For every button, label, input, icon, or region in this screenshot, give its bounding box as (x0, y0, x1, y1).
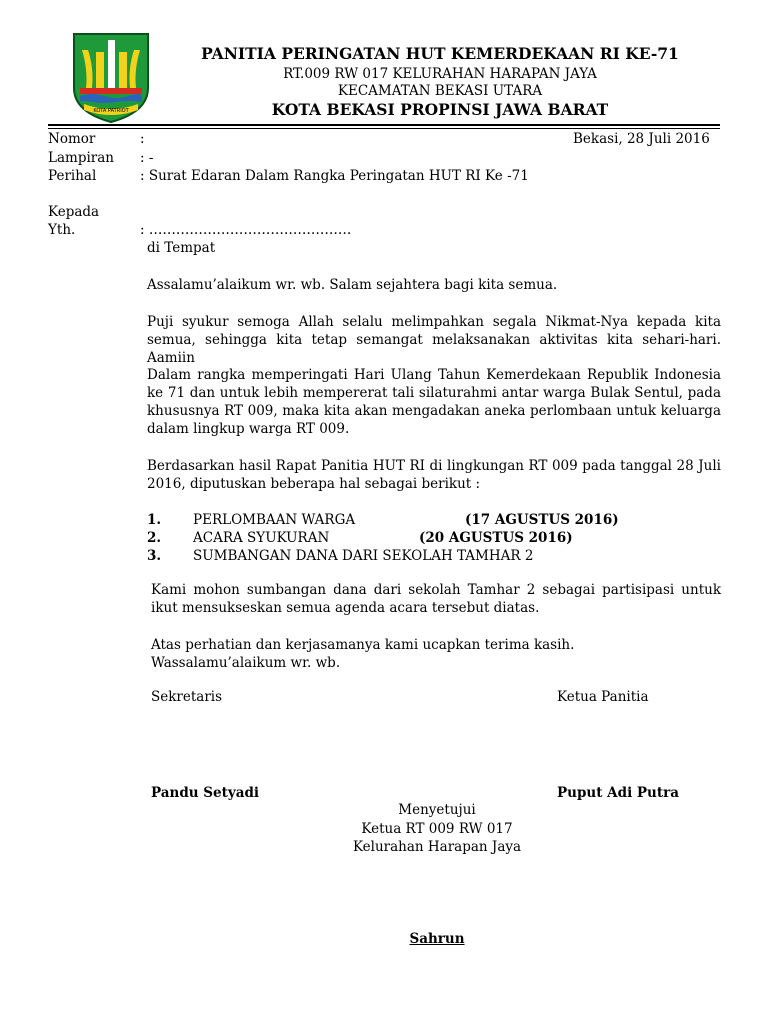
list-item-text: PERLOMBAAN WARGA (193, 512, 356, 528)
approval-label: Menyetujui (398, 802, 476, 818)
lampiran-value: : - (140, 150, 154, 166)
list-item-number: 2. (147, 530, 162, 546)
secretary-name: Pandu Setyadi (151, 785, 260, 801)
chairman-name: Puput Adi Putra (557, 785, 679, 801)
list-item-text: ACARA SYUKURAN (193, 530, 330, 546)
paragraph-3: Berdasarkan hasil Rapat Panitia HUT RI di lingkungan RT 009 pada tanggal 28 Juli 2016, diputuskan beberapa hal sebagai berikut : (147, 458, 721, 492)
approval-kelurahan: Kelurahan Harapan Jaya (352, 839, 522, 855)
approver-name: Sahrun (409, 931, 465, 947)
list-item-number: 1. (147, 512, 162, 528)
perihal-label: Perihal (48, 168, 97, 184)
header-district: KECAMATAN BEKASI UTARA (337, 83, 543, 99)
paragraph-1: Puji syukur semoga Allah selalu melimpahkan segala Nikmat-Nya kepada kita semua, sehingga kita tetap semangat melaksanakan aktivitas kita sehari-hari. Aamiin (147, 314, 721, 366)
list-item-date: (17 AGUSTUS 2016) (465, 512, 619, 528)
paragraph-4: Kami mohon sumbangan dana dari sekolah Tamhar 2 sebagai partisipasi untuk ikut mensukseskan semua agenda acara tersebut diatas. (151, 582, 721, 616)
kepada-label: Kepada (48, 204, 100, 220)
approval-position: Ketua RT 009 RW 017 (361, 821, 513, 837)
chairman-title: Ketua Panitia (557, 689, 649, 705)
yth-value: : ……………………………………… (140, 222, 352, 238)
di-tempat: di Tempat (147, 240, 216, 256)
list-item-date: (20 AGUSTUS 2016) (419, 530, 573, 546)
header-org-title: PANITIA PERINGATAN HUT KEMERDEKAAN RI KE-71 (201, 44, 679, 63)
list-item-text: SUMBANGAN DANA DARI SEKOLAH TAMHAR 2 (193, 548, 534, 564)
lampiran-label: Lampiran (48, 150, 114, 166)
nomor-label: Nomor (48, 131, 96, 147)
list-item-number: 3. (147, 548, 162, 564)
svg-text:KOTA PATRIOT: KOTA PATRIOT (93, 108, 129, 114)
greeting: Assalamu’alaikum wr. wb. Salam sejahtera bagi kita semua. (147, 277, 558, 293)
nomor-value: : (140, 131, 145, 147)
yth-label: Yth. (48, 222, 76, 238)
header-divider-thin (48, 128, 720, 129)
header-divider-thick (48, 124, 720, 126)
closing-salam: Wassalamu’alaikum wr. wb. (151, 655, 341, 671)
paragraph-2: Dalam rangka memperingati Hari Ulang Tahun Kemerdekaan Republik Indonesia ke 71 dan untuk lebih mempererat tali silaturahmi antar warga Bulak Sentul, pada khususnya RT 009, maka kita akan mengadakan aneka perlombaan untuk keluarga dalam lingkup warga RT 009. (147, 367, 721, 437)
header-address: RT.009 RW 017 KELURAHAN HARAPAN JAYA (283, 66, 597, 82)
header-city: KOTA BEKASI PROPINSI JAWA BARAT (271, 100, 609, 119)
letter-date: Bekasi, 28 Juli 2016 (573, 131, 710, 147)
secretary-title: Sekretaris (151, 689, 223, 705)
kota-bekasi-emblem-icon (68, 30, 154, 124)
closing-thanks: Atas perhatian dan kerjasamanya kami ucapkan terima kasih. (151, 637, 575, 653)
perihal-value: : Surat Edaran Dalam Rangka Peringatan HUT RI Ke -71 (140, 168, 529, 184)
